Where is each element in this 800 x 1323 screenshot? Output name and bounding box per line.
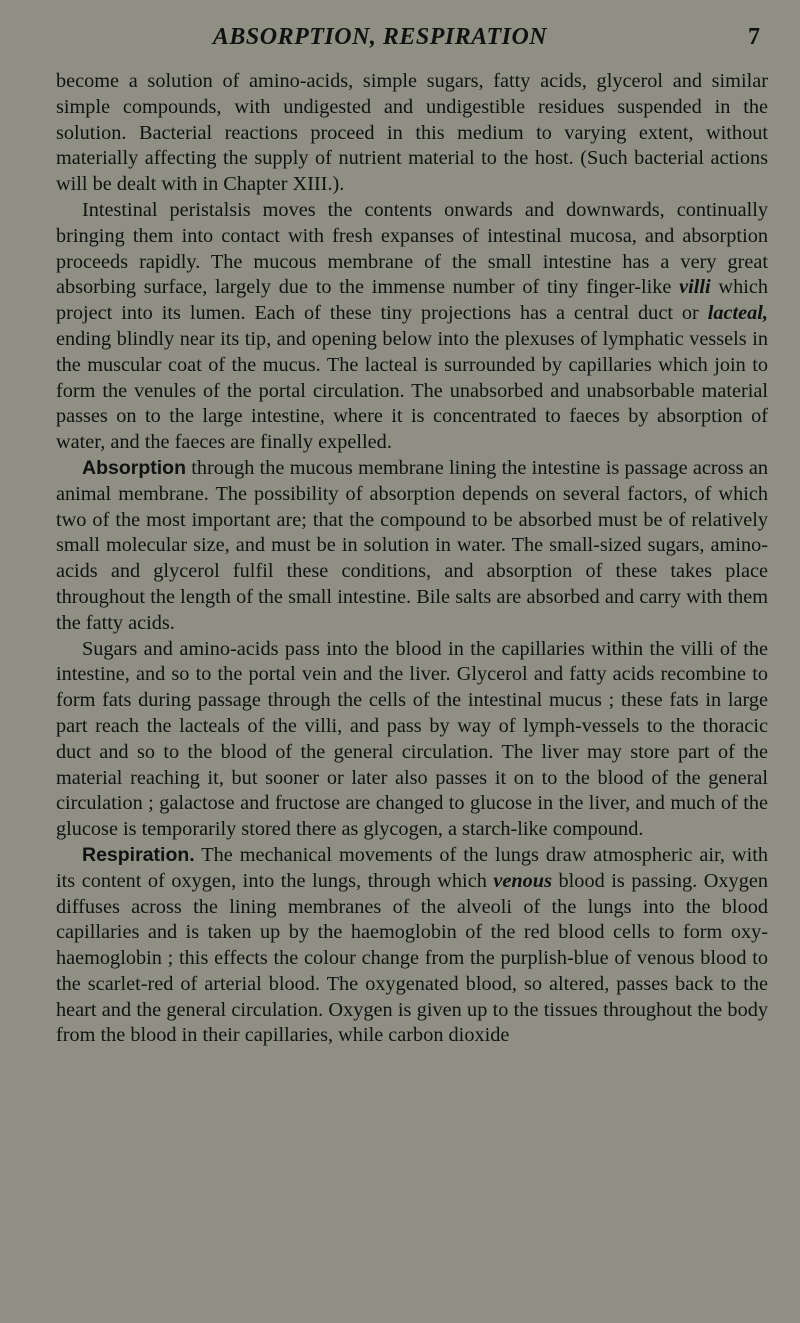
paragraph-absorption	[56, 456, 768, 637]
paragraph-text: become a solution of amino-acids, simple sugars, fatty acids, glycerol and similar simple compounds, with undigested and undigestible residues suspended in the solution. Bacterial reactions proceed in this medium to varying extent, without materially affecting the supply of nutrient material to the host. (Such bacterial actions will be dealt with in Chapter XIII.).	[56, 70, 768, 196]
paragraph-sugars-amino-acids	[56, 637, 768, 843]
paragraph-text: through the mucous membrane lining the intestine is passage across an animal membrane. The possibility of absorption depends on several factors, of which two of the most important are; that the compound to be absorbed must be of relatively small molecular size, and must be in solution in water. The small-sized sugars, amino-acids and glycerol fulfil these conditions, and absorption of these takes place throughout the length of the small intestine. Bile salts are absorbed and carry with them the fatty acids.	[56, 456, 768, 634]
heading-respiration: Respiration.	[82, 843, 195, 866]
heading-absorption: Absorption	[82, 456, 186, 479]
running-head	[60, 24, 760, 64]
paragraph-digestion-products	[56, 69, 768, 198]
running-title: ABSORPTION, RESPIRATION	[212, 24, 548, 50]
term-villi: villi	[679, 276, 711, 299]
paragraph-respiration	[56, 843, 768, 1049]
body-text	[56, 69, 768, 1049]
page-number: 7	[748, 24, 760, 50]
paragraph-text: ending blindly near its tip, and opening below into the plexuses of lymphatic vessels in the muscular coat of the mucus. The lacteal is surrounded by capillaries which join to form the venules of the portal circulation. The unabsorbed and unabsorbable material passes on to the large intestine, where it is concentrated to faeces by absorption of water, and the faeces are finally expelled.	[56, 327, 768, 454]
paragraph-text: Sugars and amino-acids pass into the blood in the capillaries within the villi of the intestine, and so to the portal vein and the liver. Glycerol and fatty acids recombine to form fats during passage through the cells of the intestinal mucus ; these fats in large part reach the lacteals of the villi, and pass by way of lymph-vessels to the thoracic duct and so to the blood of the general circulation. The liver may store part of the material reaching it, but sooner or later also passes it on to the blood of the general circulation ; galactose and fructose are changed to glucose in the liver, and much of the glucose is temporarily stored there as glycogen, a starch-like compound.	[56, 637, 768, 841]
paragraph-text: The mechanical movements of the lungs draw atmospheric air, with its content of oxygen, into the lungs, through which	[56, 843, 768, 892]
paragraph-text: blood is passing. Oxygen diffuses across the lining membranes of the alveoli of the lungs into the blood capillaries and is taken up by the haemoglobin of the red blood cells to form oxy-haemoglobin ; this effects the colour change from the purplish-blue of venous blood to the scarlet-red of arterial blood. The oxygenated blood, so altered, passes back to the heart and the general circulation. Oxygen is given up to the tissues throughout the body from the blood in their capillaries, while carbon dioxide	[56, 869, 768, 1047]
term-venous: venous	[493, 869, 552, 892]
paragraph-text: which project into its lumen. Each of these tiny projections has a central duct or	[56, 276, 768, 325]
paragraph-intestinal-peristalsis	[56, 198, 768, 456]
term-lacteal: lacteal,	[707, 302, 768, 325]
paragraph-text: Intestinal peristalsis moves the contents onwards and downwards, continually bringing them into contact with fresh expanses of intestinal mucosa, and absorption proceeds rapidly. The mucous membrane of the small intestine has a very great absorbing surface, largely due to the immense number of tiny finger-like	[56, 198, 768, 299]
